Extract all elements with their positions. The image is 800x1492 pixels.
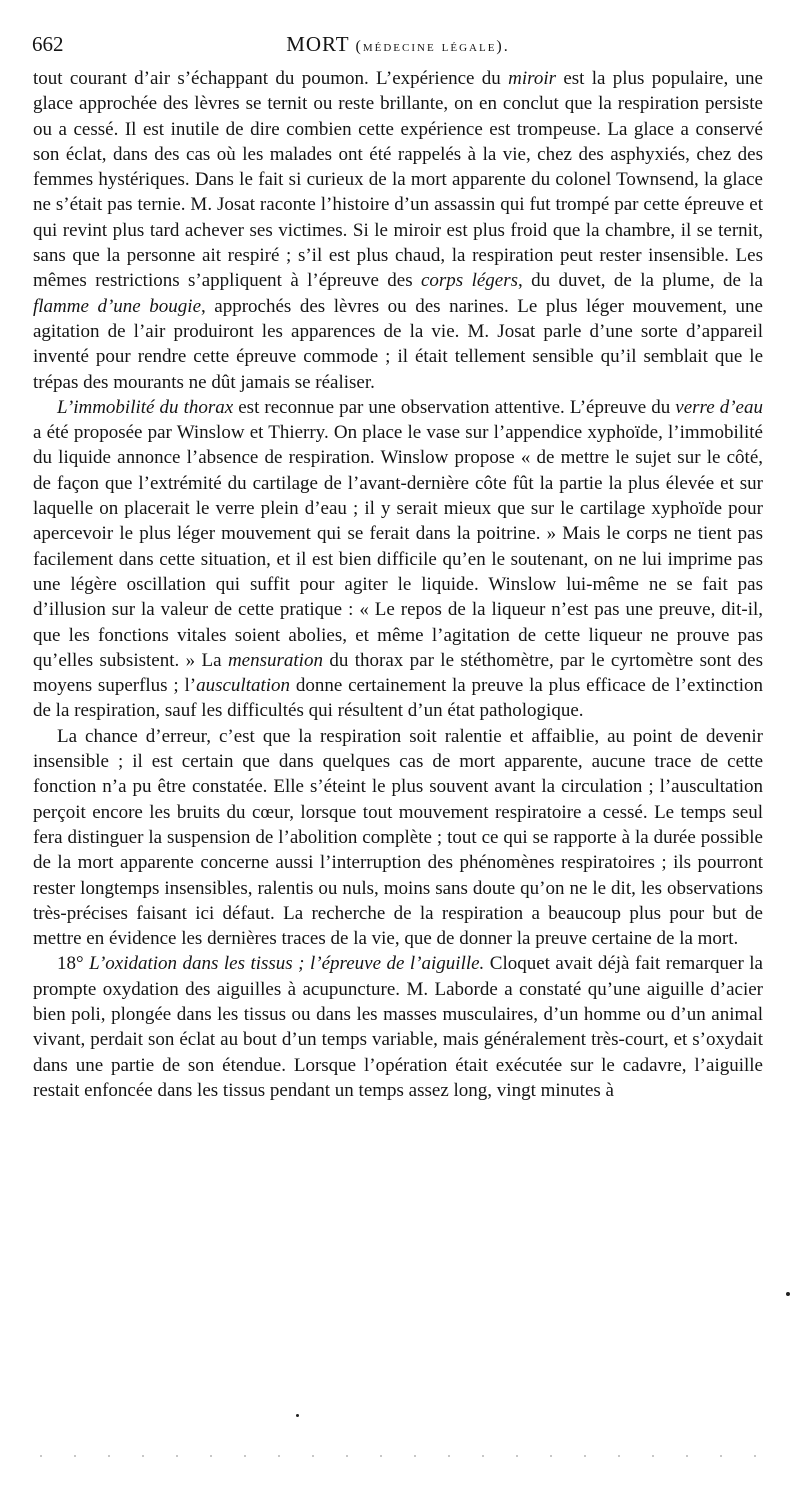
text-run: tout courant d’air s’échappant du poumon. L’expérience du (33, 68, 509, 89)
italic-run: L’oxidation dans les tissus ; l’épreuve de l’aiguille. (89, 953, 485, 975)
page-number: 662 (32, 32, 64, 56)
body-text (33, 66, 763, 1103)
margin-speck (786, 1292, 790, 1296)
italic-run: L’immobilité du thorax (57, 396, 234, 418)
paragraph-4 (33, 951, 763, 1103)
text-run: La chance d’erreur, c’est que la respiration soit ralentie et affaiblie, au point de devenir insensible ; il est certain que dans quelques cas de mort apparente, aucune trace de cette fonction n’a pu être constatée. Elle s’éteint le plus souvent avant la circulation ; l’auscultation perçoit encore les bruits du cœur, lorsque tout mouvement respiratoire a cessé. Le temps seul fera distinguer la suspension de l’abolition complète ; tout ce qui se rapporte à la durée possible de la mort apparente concerne aussi l’interruption des phénomènes respiratoires ; ils pourront rester longtemps insensibles, ralentis ou nuls, moins sans doute qu’on ne le dit, les observations très-précises faisant ici défaut. La recherche de la respiration a beaucoup plus pour but de mettre en évidence les dernières traces de la vie, que de donner la preuve certaine de la mort. (33, 725, 763, 950)
page-speck (296, 1414, 299, 1417)
running-header (32, 30, 764, 58)
text-run: , du duvet, de la plume, de la (518, 270, 763, 292)
text-run: est la plus populaire, une glace approchée des lèvres se ternit ou reste brillante, on en conclut que la respiration persiste ou a cessé. Il est inutile de dire combien cette expérience est trompeuse. La glace a conservé son éclat, dans des cas où les malades ont été rappelés à la vie, chez des asphyxiés, chez des femmes hystériques. Dans le fait si curieux de la mort apparente du colonel Townsend, la glace ne s’était pas ternie. M. Josat raconte l’histoire d’un assassin qui fut trompé par cette épreuve et qui revint plus tard achever ses victimes. Si le miroir est plus froid que la chambre, il se ternit, sans que la personne ait respiré ; s’il est plus chaud, la respiration peut rester insensible. Les mêmes restrictions s’appliquent à l’épreuve des (33, 68, 763, 292)
italic-run: verre d’eau (675, 396, 763, 418)
italic-run: mensuration (227, 649, 323, 671)
text-run: a été proposée par Winslow et Thierry. On place le vase sur l’appendice xyphoïde, l’immobilité du liquide annonce l’absence de respiration. Winslow propose « de mettre le sujet sur le côté, de façon que l’extrémité du cartilage de l’avant-dernière côte fût la partie la plus élevée et sur laquelle on placerait le verre plein d’eau ; il y serait mieux que sur le cartilage xyphoïde pour apercevoir le plus léger mouvement qui se ferait dans la poitrine. » Mais le corps ne tient pas facilement dans cette situation, et il est bien difficile qu’en le soutenant, on ne lui imprime pas une légère oscillation qui suffit pour agiter le liquide. Winslow lui-même ne se fait pas d’illusion sur la valeur de cette pratique : « Le repos de la liqueur n’est pas une preuve, dit-il, que les fonctions vitales soient abolies, et même l’agitation de cette liqueur ne prouve pas qu’elles subsistent. » La (33, 422, 763, 671)
bottom-noise (40, 1455, 760, 1457)
text-run: donne certainement la preuve la plus efficace de l’extinction de la respiration, sauf les difficultés qui résultent d’un état pathologique. (33, 675, 763, 722)
text-run: , approchés des lèvres ou des narines. Le plus léger mouvement, une agitation de l’air produiront les apparences de la vie. M. Josat parle d’une sorte d’appareil inventé pour rendre cette épreuve commode ; il était tellement sensible qu’il semblait que le trépas des mourants ne dût jamais se réaliser. (33, 295, 763, 393)
italic-run: flamme d’une bougie (33, 295, 201, 317)
italic-run: auscultation (196, 675, 291, 697)
running-title-main: MORT (286, 32, 350, 56)
paragraph-1 (33, 66, 763, 395)
italic-run: miroir (508, 68, 556, 89)
paragraph-3 (33, 724, 763, 952)
text-run: 18° (57, 953, 90, 975)
text-run: du thorax par le stéthomètre, par le cyrtomètre sont des moyens superflus ; l’ (33, 649, 763, 697)
italic-run: corps légers (420, 270, 519, 292)
running-title-section: (médecine légale). (355, 38, 510, 55)
text-run: est reconnue par une observation attentive. L’épreuve du (233, 396, 676, 418)
running-title (32, 30, 764, 61)
text-run: Cloquet avait déjà fait remarquer la prompte oxydation des aiguilles à acupuncture. M. Laborde a constaté qu’une aiguille d’acier bien poli, plongée dans les tissus ou dans les masses musculaires, d’un homme ou d’un animal vivant, perdait son éclat au bout d’un temps variable, mais généralement très-court, et s’oxydait dans une partie de son étendue. Lorsque l’opération était exécutée sur le cadavre, l’aiguille restait enfoncée dans les tissus pendant un temps assez long, vingt minutes à (33, 953, 763, 1101)
paragraph-2 (33, 395, 763, 724)
